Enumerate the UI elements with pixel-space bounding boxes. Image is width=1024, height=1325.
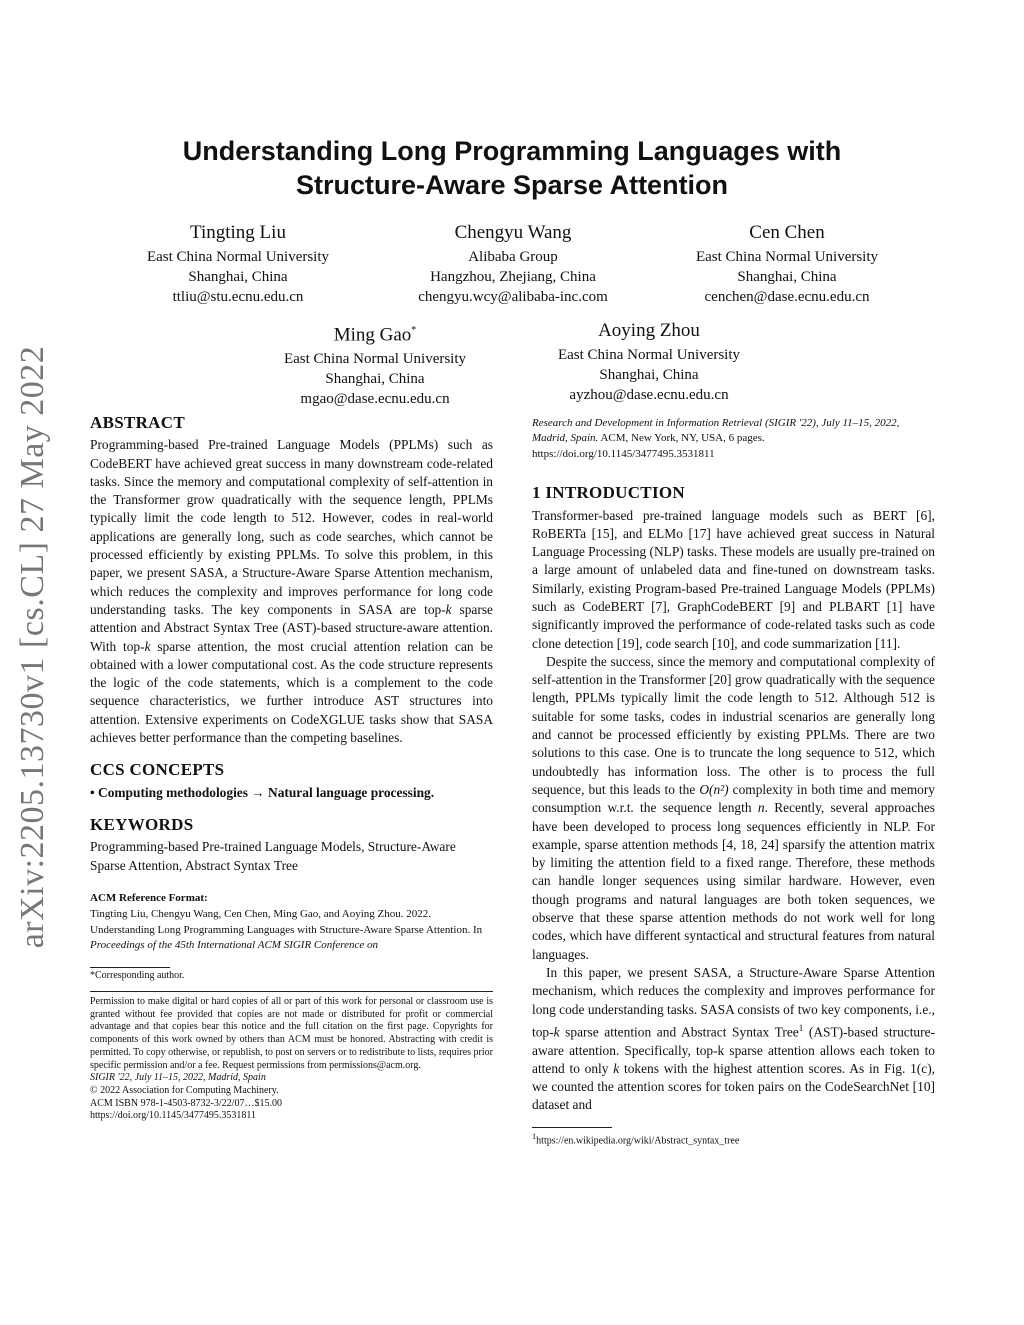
title-line-2: Structure-Aware Sparse Attention [295, 170, 729, 200]
author-block [255, 319, 495, 409]
permission-doi[interactable]: https://doi.org/10.1145/3477495.3531811 [90, 1110, 257, 1122]
footnote-divider [532, 1127, 612, 1128]
author-block [118, 221, 358, 307]
intro-paragraph-3: In this paper, we present SASA, a Structure-Aware Sparse Attention mechanism, which reduces the complexity and improves performance for long code understanding tasks. SASA consists of two key components, i.e., top-k sparse attention and Abstract Syntax Tree$^1$ (AST)-based structure-aware attention. Specifically, top-k sparse attention allows each token to attend to only k tokens with the highest attention scores. As in Fig. 1(c), we counted the attention scores for token pairs on the CodeSearchNet [10] dataset and [532, 964, 936, 1113]
introduction-heading: 1 INTRODUCTION [532, 483, 685, 503]
author-affiliation: East China Normal University [695, 249, 879, 265]
author-email[interactable]: chengyu.wcy@alibaba-inc.com [418, 289, 608, 305]
author-location: Shanghai, China [325, 371, 425, 388]
author-name: Tingting Liu [190, 222, 286, 243]
author-block [393, 221, 633, 307]
author-location: Shanghai, China [188, 269, 288, 285]
author-email[interactable]: mgao@dase.ecnu.edu.cn [300, 391, 450, 408]
permission-venue: SIGIR '22, July 11–15, 2022, Madrid, Spain [90, 1072, 266, 1084]
author-email[interactable]: ttliu@stu.ecnu.edu.cn [172, 289, 304, 305]
ccs-heading: CCS CONCEPTS [90, 760, 225, 780]
title-line-1: Understanding Long Programming Languages with [182, 136, 842, 166]
intro-paragraph-1: Transformer-based pre-trained language models such as BERT [6], RoBERTa [15], and ELMo [17] have achieved great success in Natural Language Processing (NLP) tasks. These models are usually pre-trained on a large amount of unlabeled data and fine-tuned on downstream tasks. Similarly, existing Program-based Pre-trained Language Models (PPLMs) such as CodeBERT [7], GraphCodeBERT [9] and PLBART [1] have significantly improved the performance of code-related tasks such as code clone detection [19], code search [10], and code summarization [11]. [532, 507, 935, 651]
acm-reference-continued: Research and Development in Information Retrieval (SIGIR '22), July 11–15, 2022, Madrid, Spain. ACM, New York, NY, USA, 6 pages. https://doi.org/10.1145/3477495.3531811 [532, 417, 900, 460]
left-column [90, 414, 493, 1123]
abstract-body: Programming-based Pre-trained Language Models (PPLMs) such as CodeBERT have achieved great success in many downstream code-related tasks. Since the memory and computational complexity of self-attention in the Transformer grow quadratically with the sequence length, PPLMs typically limit the code length to 512. However, codes in real-world applications are generally long, such as code searches, which cannot be processed efficiently by existing PPLMs. To solve this problem, in this paper, we present SASA, a Structure-Aware Sparse Attention mechanism, which reduces the complexity and improves performance for long code understanding tasks. The key components in SASA are top-k sparse attention and Abstract Syntax Tree (AST)-based structure-aware attention. With top-k sparse attention, the most crucial attention relation can be obtained with a lower computational cost. As the code structure represents the logic of the code statements, which is a complement to the code sequence characteristics, we further introduce AST structures into attention. Extensive experiments on CodeXGLUE tasks show that SASA achieves better performance than the competing baselines. [90, 437, 493, 746]
permission-divider [90, 991, 493, 992]
author-block [667, 221, 907, 307]
footnote-divider [90, 967, 170, 968]
author-affiliation: Alibaba Group [468, 249, 558, 265]
author-email[interactable]: cenchen@dase.ecnu.edu.cn [704, 289, 870, 305]
right-column [532, 416, 935, 1148]
permission-block [90, 996, 493, 1123]
footnote-1[interactable]: $^1$https://en.wikipedia.org/wiki/Abstract_syntax_tree [532, 1131, 740, 1147]
permission-copyright: © 2022 Association for Computing Machinery. [90, 1084, 279, 1096]
acm-reference-heading: ACM Reference Format: [90, 891, 208, 904]
author-location: Shanghai, China [599, 367, 699, 383]
acm-reference-text: Tingting Liu, Chengyu Wang, Cen Chen, Ming Gao, and Aoying Zhou. 2022. Understanding Long Programming Languages with Structure-Aware Sparse Attention. In Proceedings of the 45th International ACM SIGIR Conference on [90, 908, 483, 951]
author-affiliation: East China Normal University [146, 249, 330, 265]
author-affiliation: East China Normal University [283, 351, 467, 368]
paper-title [120, 134, 904, 202]
author-affiliation: East China Normal University [557, 347, 741, 363]
corresponding-footnote: *Corresponding author. [90, 970, 185, 982]
keywords-text: Programming-based Pre-trained Language Models, Structure-Aware Sparse Attention, Abstract Syntax Tree [90, 839, 456, 873]
keywords-heading: KEYWORDS [90, 814, 194, 834]
author-name: Ming Gao* [333, 324, 417, 346]
author-email[interactable]: ayzhou@dase.ecnu.edu.cn [569, 387, 729, 403]
author-location: Shanghai, China [737, 269, 837, 285]
arxiv-stamp [8, 345, 58, 949]
permission-text: Permission to make digital or hard copies of all or part of this work for personal or classroom use is granted without fee provided that copies are not made or distributed for profit or commercial advantage and that copies bear this notice and the full citation on the first page. Copyrights for components of this work owned by others than ACM must be honored. Abstracting with credit is permitted. To copy otherwise, or republish, to post on servers or to redistribute to lists, requires prior specific permission and/or a fee. Request permissions from permissions@acm.org. [90, 996, 493, 1071]
author-name: Cen Chen [749, 222, 825, 243]
author-name: Aoying Zhou [598, 320, 700, 341]
corresponding-mark: * [411, 325, 417, 336]
permission-isbn: ACM ISBN 978-1-4503-8732-3/22/07…$15.00 [90, 1097, 282, 1109]
author-block [529, 319, 769, 405]
author-name: Chengyu Wang [454, 222, 572, 243]
ccs-concept: • Computing methodologies → Natural language processing. [90, 784, 435, 800]
intro-paragraph-2: Despite the success, since the memory and computational complexity of self-attention in the Transformer [20] grow quadratically with the sequence length, PPLMs typically limit the code length to 512. Although 512 is suitable for some tasks, codes in industrial scenarios are generally long and cannot be processed efficiently by existing PPLMs. There are two solutions to this case. One is to truncate the long sequence to 512, which undoubtedly has information loss. The other is to process the full sequence, but this leads to the O(n²) complexity in both time and memory consumption w.r.t. the sequence length n. Recently, several approaches have been developed to process long sequences efficiently in NLP. For example, sparse attention methods [4, 18, 24] sparsify the attention matrix by limiting the attention field to a fixed range. Therefore, these methods can handle longer sequences using similar hardware. However, even though programs and natural languages are both token sequences, we observe that these sparse attention methods do not work well for long codes, which have different syntactical and structural features from natural languages. [532, 653, 935, 962]
author-location: Hangzhou, Zhejiang, China [430, 269, 596, 285]
arxiv-id: arXiv:2205.13730v1 [cs.CL] 27 May 2022 [14, 345, 51, 949]
abstract-heading: ABSTRACT [90, 413, 185, 432]
